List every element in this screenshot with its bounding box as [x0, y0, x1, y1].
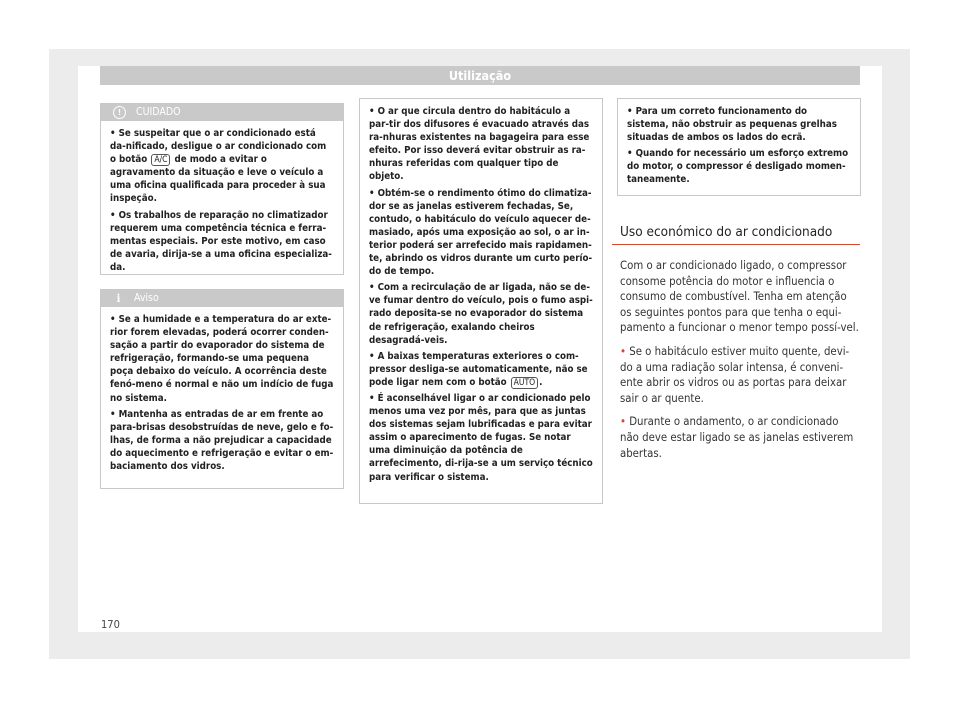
section-body: [620, 258, 860, 469]
list-item: • Se o habitáculo estiver muito quente, devi-do a uma radiação solar intensa, é conveni-ente abrir os vidros ou as portas para deixar sair o ar quente.: [620, 344, 850, 405]
list-item: • Quando for necessário um esforço extremo do motor, o compressor é desligado momen-taneamente.: [627, 148, 849, 186]
page-number: 170: [101, 618, 120, 631]
list-item: • É aconselhável ligar o ar condicionado pelo menos uma vez por mês, para que as juntas dos sistemas sejam lubrificadas e para evitar assim o aparecimento de fugas. Se notar uma diminuição da potência de arrefecimento, di-rija-se a um serviço técnico para verificar o sistema.: [369, 392, 593, 483]
caution-title: CUIDADO: [136, 106, 181, 118]
note-body: [101, 307, 343, 484]
auto-key: AUTO: [511, 377, 539, 389]
caution-box: [100, 103, 344, 275]
list-item: • A baixas temperaturas exteriores o com-pressor desliga-se automaticamente, não se pode ligar nem com o botão AUTO .: [369, 350, 588, 388]
continued-note-body: [618, 99, 860, 198]
section-divider: [612, 244, 860, 245]
list-item: • Durante o andamento, o ar condicionado não deve estar ligado se as janelas estiverem abertas.: [620, 415, 854, 460]
section-title: Uso económico do ar condicionado: [620, 224, 833, 240]
continued-note-box: [617, 98, 861, 196]
info-icon: ℹ: [116, 292, 121, 305]
note-title: Aviso: [134, 292, 159, 304]
page-header: Utilização: [100, 66, 860, 85]
list-item: • Se suspeitar que o ar condicionado está da-nificado, desligue o ar condicionado com o botão A/C de modo a evitar o agravamento da situação e leve o veículo a uma oficina qualificada para proceder à sua inspeção.: [110, 128, 327, 205]
caution-body: [101, 121, 343, 285]
warning-icon: !: [113, 106, 126, 119]
list-item: • Com a recirculação de ar ligada, não se de-ve fumar dentro do veículo, pois o fumo aspi-rado deposita-se no evaporador do sistema de refrigeração, exalando cheiros desagradá-veis.: [369, 282, 593, 346]
continued-caution-body: [360, 99, 602, 495]
note-box: [100, 289, 344, 489]
list-item: • Obtém-se o rendimento ótimo do climatiza-dor se as janelas estiverem fechadas, Se, contudo, o habitáculo do veículo aquecer de-masiado, após uma exposição ao sol, o ar in-terior poderá ser arrefecido mais rapidamen-te, abrindo os vidros durante um curto perío-do de tempo.: [369, 187, 593, 278]
note-header: [101, 290, 343, 307]
list-item: • O ar que circula dentro do habitáculo a par-tir dos difusores é evacuado através das ra-nhuras existentes na bagageira para esse efeito. Por isso deverá evitar obstruir as ra-nhuras referidas com qualquer tipo de objeto.: [369, 106, 590, 183]
list-item: • Mantenha as entradas de ar em frente ao para-brisas desobstruídas de neve, gelo e fo-lhas, de forma a não prejudicar a capacidade do aquecimento e refrigeração e evitar o em-baciamento dos vidros.: [110, 408, 334, 473]
intro-paragraph: Com o ar condicionado ligado, o compressor consome potência do motor e influencia o consumo de combustível. Tenha em atenção os seguintes pontos para que tenha o equi-pamento a funcionar o menor tempo possí-vel.: [620, 259, 859, 335]
continued-caution-box: [359, 98, 603, 504]
list-item: • Se a humidade e a temperatura do ar exte-rior forem elevadas, poderá ocorrer conden-sação a partir do evaporador do sistema de refrigeração, formando-se uma pequena poça debaixo do veículo. A ocorrência deste fenó-meno é normal e não um indício de fuga no sistema.: [110, 314, 334, 404]
caution-header: [101, 104, 343, 121]
list-item: • Os trabalhos de reparação no climatizador requerem uma competência técnica e ferra-mentas especiais. Por este motivo, em caso de avaria, dirija-se a uma oficina especializa-da.: [110, 209, 332, 273]
list-item: • Para um correto funcionamento do sistema, não obstruir as pequenas grelhas situadas de ambos os lados do ecrã.: [627, 106, 837, 144]
ac-key: A/C: [151, 154, 170, 166]
